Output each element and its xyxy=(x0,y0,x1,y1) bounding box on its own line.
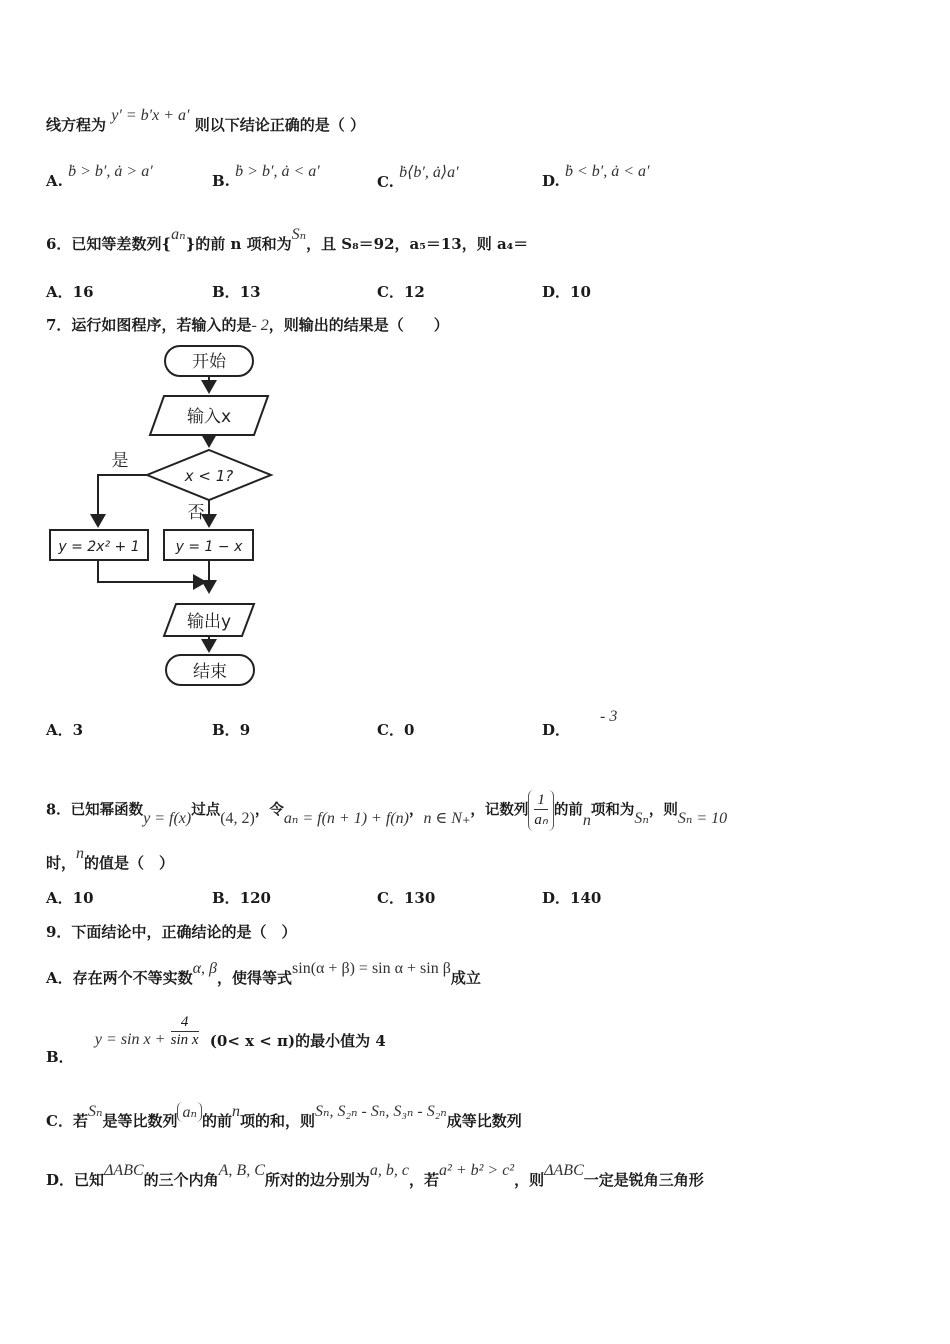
q7-input-value: - 2 xyxy=(251,317,269,334)
q5-option-d[interactable] xyxy=(542,163,650,191)
q8-text: 8．已知幂函数 xyxy=(46,801,144,819)
q7-stem xyxy=(46,314,449,335)
q9a-text: 成立 xyxy=(450,969,481,987)
q9-option-c[interactable] xyxy=(46,1103,522,1132)
option-label: C． xyxy=(46,1112,73,1130)
option-label: C． xyxy=(377,721,404,739)
flow-start-label: 开始 xyxy=(192,352,226,372)
option-label: C． xyxy=(377,283,404,301)
q8-text: ，则 xyxy=(648,801,678,819)
flow-right-label: y = 1 − x xyxy=(175,539,243,555)
option-value: 16 xyxy=(72,283,94,301)
option-expr: ḃ⟨b′, ȧ⟩a′ xyxy=(399,164,459,181)
q9d-inequality: a² + b² > c² xyxy=(439,1162,515,1179)
q8-option-d[interactable] xyxy=(542,887,601,908)
q8-text: ，记数列 xyxy=(470,801,529,819)
q8-text: 的前 xyxy=(553,801,583,819)
option-expr: ḃ > b′, ȧ > a′ xyxy=(68,163,153,180)
option-expr: ḃ < b′, ȧ < a′ xyxy=(564,163,650,180)
q6-text: 6．已知等差数列{ xyxy=(46,235,172,253)
q6-text: }的前 n 项和为 xyxy=(185,235,292,253)
q9c-an: aₙ xyxy=(177,1102,201,1122)
q9b-lhs: y = sin x + xyxy=(94,1030,166,1048)
option-label: D. xyxy=(542,172,560,190)
q9d-text: 一定是锐角三角形 xyxy=(583,1171,704,1189)
q5-formula: y′ = b′x + a′ xyxy=(111,107,190,124)
option-value: 0 xyxy=(403,721,415,739)
flow-end-label: 结束 xyxy=(193,662,227,682)
option-label: C． xyxy=(377,889,404,907)
q8-text: ，令 xyxy=(254,801,284,819)
option-value: 10 xyxy=(72,889,94,907)
option-label: D． xyxy=(46,1171,75,1189)
q9a-text: ，使得等式 xyxy=(217,969,293,987)
q6-option-d[interactable] xyxy=(542,281,591,302)
q8-stem xyxy=(46,790,727,831)
q9-option-b[interactable] xyxy=(46,1014,386,1066)
q8-text: 的值是（ ） xyxy=(84,854,175,872)
option-label: B. xyxy=(212,172,230,190)
q8-n: n xyxy=(76,845,85,862)
q5-option-a[interactable] xyxy=(46,163,153,191)
flow-yes-label: 是 xyxy=(111,451,129,471)
q8-nset: n ∈ N₊ xyxy=(423,809,471,827)
flow-output-label: 输出y xyxy=(186,612,232,632)
option-label: B． xyxy=(212,283,240,301)
q8-sequence-braces xyxy=(528,790,553,831)
q9a-vars: α, β xyxy=(192,960,218,977)
q9-title: 9．下面结论中，正确结论的是（ ） xyxy=(46,923,297,941)
option-label: A. xyxy=(46,172,63,190)
q9d-text: 的三个内角 xyxy=(143,1171,219,1189)
q6-option-c[interactable] xyxy=(377,281,425,302)
q5-option-b[interactable] xyxy=(212,163,320,191)
option-value: 10 xyxy=(570,283,591,301)
q8-fraction xyxy=(534,792,547,829)
q8-an-def: aₙ = f(n + 1) + f(n) xyxy=(283,809,409,827)
q9d-sides: a, b, c xyxy=(369,1162,409,1179)
q6-sn: Sₙ xyxy=(291,226,307,243)
option-label: B． xyxy=(212,889,240,907)
option-label: B． xyxy=(46,1047,74,1066)
q5-stem xyxy=(46,107,366,135)
q6-an: aₙ xyxy=(171,226,186,243)
flow-input-label: 输入x xyxy=(186,407,232,427)
option-expr: ḃ > b′, ȧ < a′ xyxy=(235,163,320,180)
option-label: D． xyxy=(542,721,571,739)
q9b-frac-den: sin x xyxy=(170,1032,199,1048)
option-value: 140 xyxy=(570,889,602,907)
q8-text: 项和为 xyxy=(590,801,635,819)
option-label: A． xyxy=(46,969,73,987)
option-label: A． xyxy=(46,721,73,739)
q7-option-d[interactable] xyxy=(542,708,618,740)
q8-option-a[interactable] xyxy=(46,887,94,908)
q8-frac-den: aₙ xyxy=(534,812,548,828)
q8-text: 时， xyxy=(46,854,77,872)
q9b-fraction xyxy=(171,1014,199,1049)
flow-no-label: 否 xyxy=(187,503,205,523)
q9c-text: 若 xyxy=(72,1112,88,1130)
q8-option-c[interactable] xyxy=(377,887,435,908)
q9c-text: 的前 xyxy=(201,1112,232,1130)
q9c-n: n xyxy=(231,1103,240,1120)
q7-option-b[interactable] xyxy=(212,719,250,740)
q9c-expression: Sₙ, S₂ₙ - Sₙ, S₃ₙ - S₂ₙ xyxy=(314,1103,447,1120)
flow-left-label: y = 2x² + 1 xyxy=(58,539,140,555)
q5-option-c[interactable] xyxy=(377,164,459,192)
q6-option-b[interactable] xyxy=(212,281,261,302)
option-value: 120 xyxy=(239,889,271,907)
q8-function: y = f(x) xyxy=(143,809,192,827)
option-value: 3 xyxy=(72,721,84,739)
q6-stem xyxy=(46,226,529,254)
q8-text: ， xyxy=(408,801,424,819)
q9c-text: 成等比数列 xyxy=(446,1112,522,1130)
q9b-frac-num: 4 xyxy=(171,1014,199,1032)
q9d-triangle: ΔABC xyxy=(544,1162,584,1179)
q9d-angles: A, B, C xyxy=(218,1162,265,1179)
q9d-triangle: ΔABC xyxy=(104,1162,144,1179)
q8-option-b[interactable] xyxy=(212,887,271,908)
option-label: C. xyxy=(377,173,394,191)
q9a-equation: sin(α + β) = sin α + sin β xyxy=(292,960,451,977)
q8-frac-num: 1 xyxy=(534,792,547,810)
flowchart xyxy=(44,342,284,692)
q8-condition: Sₙ = 10 xyxy=(677,809,728,827)
option-value: 9 xyxy=(239,721,251,739)
option-label: D． xyxy=(542,889,571,907)
option-value: 130 xyxy=(403,889,436,907)
q9d-text: ，若 xyxy=(409,1171,440,1189)
q5-lead: 线方程为 xyxy=(46,116,107,134)
option-value: 13 xyxy=(239,283,261,301)
q7-option-c[interactable] xyxy=(377,719,414,740)
q9-option-a[interactable] xyxy=(46,960,481,988)
option-label: B． xyxy=(212,721,240,739)
option-value: 12 xyxy=(403,283,425,301)
q9d-text: ，则 xyxy=(514,1171,545,1189)
q8-text: 过点 xyxy=(191,801,221,819)
q9d-text: 已知 xyxy=(74,1171,105,1189)
flow-decision-label: x < 1? xyxy=(184,467,234,485)
q9-option-d[interactable] xyxy=(46,1162,704,1190)
q7-text: ，则输出的结果是（ ） xyxy=(268,316,449,334)
q9c-text: 是等比数列 xyxy=(102,1112,178,1130)
q8-n: n xyxy=(582,811,591,829)
q9a-text: 存在两个不等实数 xyxy=(72,969,193,987)
option-label: A． xyxy=(46,889,73,907)
q6-text: ，且 S₈＝92，a₅＝13，则 a₄＝ xyxy=(306,235,529,253)
q8-sn: Sₙ xyxy=(634,809,649,827)
q7-text: 7．运行如图程序，若输入的是 xyxy=(46,316,252,334)
q6-option-a[interactable] xyxy=(46,281,94,302)
q5-tail: 则以下结论正确的是（ ） xyxy=(194,116,366,134)
q9c-sn: Sₙ xyxy=(87,1103,103,1120)
option-value: - 3 xyxy=(600,708,618,725)
option-label: A． xyxy=(46,283,73,301)
option-label: D． xyxy=(542,283,571,301)
q9d-text: 所对的边分别为 xyxy=(264,1171,370,1189)
q9c-text: 项的和，则 xyxy=(239,1112,315,1130)
q7-option-a[interactable] xyxy=(46,719,83,740)
q9b-text: (0< x < π)的最小值为 4 xyxy=(209,1031,386,1050)
q8-point: (4, 2) xyxy=(220,809,255,827)
q8-stem-line2 xyxy=(46,845,175,873)
